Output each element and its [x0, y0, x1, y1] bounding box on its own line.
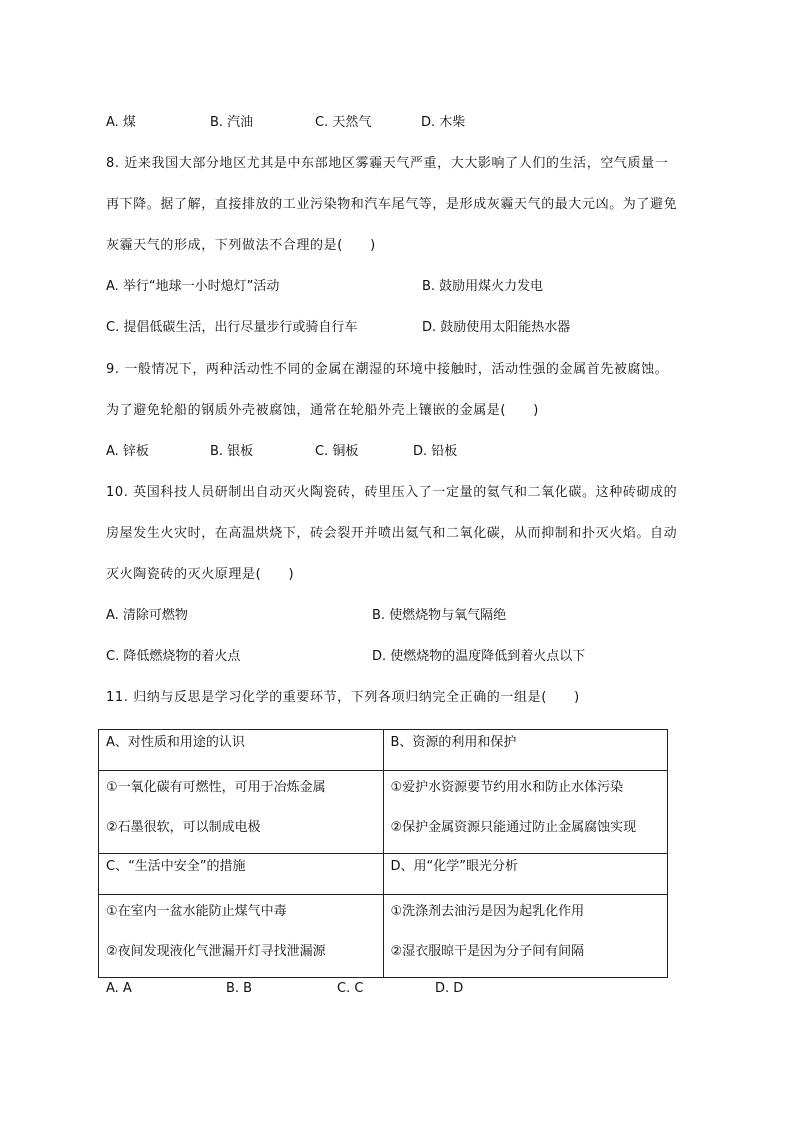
q11-option-b: B. B	[226, 981, 253, 996]
q11-cell-d-body	[383, 895, 668, 978]
q9-stem-line-1: 9. 一般情况下，两种活动性不同的金属在潮湿的环境中接触时，活动性强的金属首先被腐蚀。	[106, 362, 669, 377]
q8-stem-line-2: 再下降。据了解，直接排放的工业污染物和汽车尾气等，是形成灰霾天气的最大元凶。为了避免	[106, 197, 678, 212]
q7-option-b: B. 汽油	[210, 115, 254, 130]
q7-option-a: A. 煤	[106, 115, 136, 130]
q9-option-a: A. 锌板	[106, 444, 149, 459]
q9-option-b: B. 银板	[210, 444, 254, 459]
q11-option-c: C. C	[337, 981, 364, 996]
q11-b-item-2: ②保护金属资源只能通过防止金属腐蚀实现	[390, 820, 637, 835]
q11-c-item-1: ①在室内一盆水能防止煤气中毒	[106, 904, 287, 919]
q9-stem-line-2: 为了避免轮船的钢质外壳被腐蚀，通常在轮船外壳上镶嵌的金属是( )	[106, 403, 539, 418]
q11-cell-a-head: A、对性质和用途的认识	[99, 730, 384, 771]
q10-option-a: A. 清除可燃物	[106, 608, 188, 623]
q11-cell-b-body	[383, 771, 668, 854]
q11-cell-c-body	[99, 895, 384, 978]
q7-option-c: C. 天然气	[315, 115, 372, 130]
q11-a-item-1: ①一氧化碳有可燃性，可用于冶炼金属	[106, 780, 326, 795]
q11-b-item-1: ①爱护水资源要节约用水和防止水体污染	[390, 780, 624, 795]
q11-a-item-2: ②石墨很软，可以制成电极	[106, 820, 261, 835]
q11-cell-c-head: C、“生活中安全”的措施	[99, 854, 384, 895]
q11-cell-d-head: D、用“化学”眼光分析	[383, 854, 668, 895]
q11-option-d: D. D	[435, 981, 464, 996]
q8-option-a: A. 举行“地球一小时熄灯”活动	[106, 279, 280, 294]
q10-option-c: C. 降低燃烧物的着火点	[106, 649, 241, 664]
q11-d-item-2: ②湿衣服晾干是因为分子间有间隔	[390, 944, 585, 959]
q8-stem-line-3: 灰霾天气的形成，下列做法不合理的是( )	[106, 238, 376, 253]
q11-d-item-1: ①洗涤剂去油污是因为起乳化作用	[390, 904, 585, 919]
q9-option-c: C. 铜板	[315, 444, 359, 459]
q8-option-c: C. 提倡低碳生活，出行尽量步行或骑自行车	[106, 320, 358, 335]
q11-option-a: A. A	[106, 981, 132, 996]
q11-cell-b-head: B、资源的利用和保护	[383, 730, 668, 771]
q8-stem-line-1: 8. 近来我国大部分地区尤其是中东部地区雾霾天气严重，大大影响了人们的生活，空气质量一	[106, 156, 669, 171]
q7-option-d: D. 木柴	[421, 115, 466, 130]
q10-option-d: D. 使燃烧物的温度降低到着火点以下	[372, 649, 586, 664]
q11-cell-a-body	[99, 771, 384, 854]
q8-option-b: B. 鼓励用煤火力发电	[422, 279, 544, 294]
q11-c-item-2: ②夜间发现液化气泄漏开灯寻找泄漏源	[106, 944, 326, 959]
q11-stem: 11. 归纳与反思是学习化学的重要环节，下列各项归纳完全正确的一组是( )	[106, 690, 580, 705]
q10-stem-line-3: 灭火陶瓷砖的灭火原理是( )	[106, 567, 295, 582]
q11-table	[98, 729, 668, 978]
q10-stem-line-1: 10. 英国科技人员研制出自动灭火陶瓷砖，砖里压入了一定量的氦气和二氧化碳。这种砖砌成的	[106, 485, 678, 500]
q10-option-b: B. 使燃烧物与氧气隔绝	[372, 608, 507, 623]
q9-option-d: D. 铅板	[413, 444, 458, 459]
q8-option-d: D. 鼓励使用太阳能热水器	[422, 320, 571, 335]
q10-stem-line-2: 房屋发生火灾时，在高温烘烧下，砖会裂开并喷出氦气和二氧化碳，从而抑制和扑灭火焰。自动	[106, 526, 678, 541]
